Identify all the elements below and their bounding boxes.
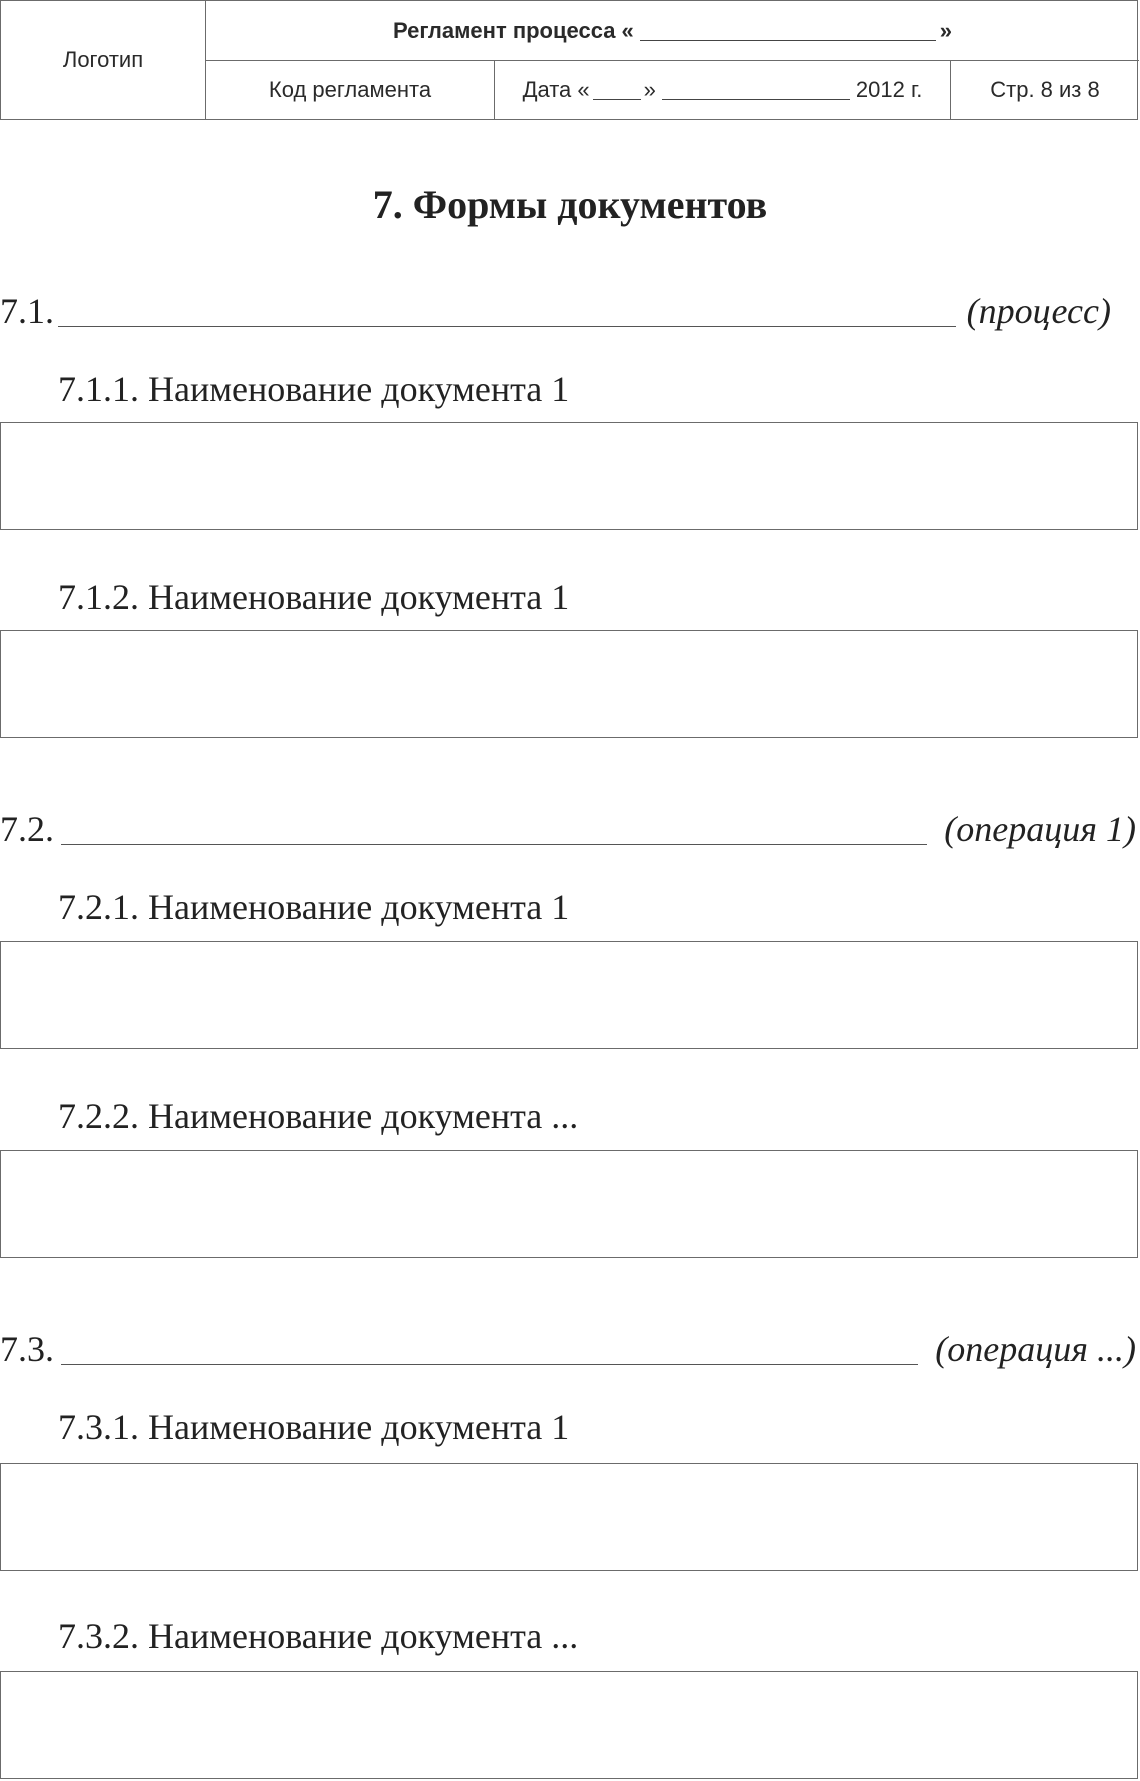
document-title: 7.2.2. Наименование документа ...: [58, 1096, 579, 1136]
logo-label: Логотип: [62, 47, 144, 72]
section-tag: (операция ...): [935, 1329, 1136, 1369]
section-number: 7.1.: [0, 291, 54, 331]
regulation-title-cell: [206, 1, 1139, 61]
document-form-box: [0, 422, 1138, 530]
day-blank-line: [593, 99, 641, 100]
section-blank-line: [61, 844, 927, 845]
document-form-box: [0, 941, 1138, 1049]
header-table: [0, 0, 1138, 120]
title-blank-line: [640, 40, 936, 41]
logo-placeholder: [1, 1, 206, 119]
date-prefix: Дата «: [522, 77, 590, 102]
section-number: 7.2.: [0, 809, 54, 849]
section-7-3: [0, 1328, 1138, 1372]
regulation-code-cell: [206, 61, 495, 119]
document-title: 7.1.2. Наименование документа 1: [58, 577, 570, 617]
section-7-2: [0, 808, 1138, 852]
document-form-box: [0, 1463, 1138, 1571]
section-number: 7.3.: [0, 1329, 54, 1369]
date-year: 2012 г.: [855, 77, 923, 102]
title-suffix: »: [939, 17, 953, 43]
section-tag: (операция 1): [944, 809, 1136, 849]
page-label: Стр. 8 из 8: [990, 77, 1100, 102]
section-blank-line: [58, 326, 956, 327]
code-label: Код регламента: [268, 77, 432, 102]
section-tag: (процесс): [966, 291, 1111, 331]
document-form-box: [0, 630, 1138, 738]
document-title: 7.3.2. Наименование документа ...: [58, 1616, 579, 1656]
section-7-1: [0, 290, 1138, 334]
document-title: 7.2.1. Наименование документа 1: [58, 887, 570, 927]
section-blank-line: [61, 1364, 918, 1365]
document-title: 7.3.1. Наименование документа 1: [58, 1407, 570, 1447]
title-prefix: Регламент процесса «: [392, 17, 634, 43]
section-heading: 7. Формы документов: [372, 182, 768, 227]
page-number-cell: [951, 61, 1139, 119]
document-form-box: [0, 1671, 1138, 1779]
document-title: 7.1.1. Наименование документа 1: [58, 369, 570, 409]
date-cell: [495, 61, 951, 119]
document-form-box: [0, 1150, 1138, 1258]
date-mid: »: [643, 77, 656, 102]
month-blank-line: [662, 99, 850, 100]
